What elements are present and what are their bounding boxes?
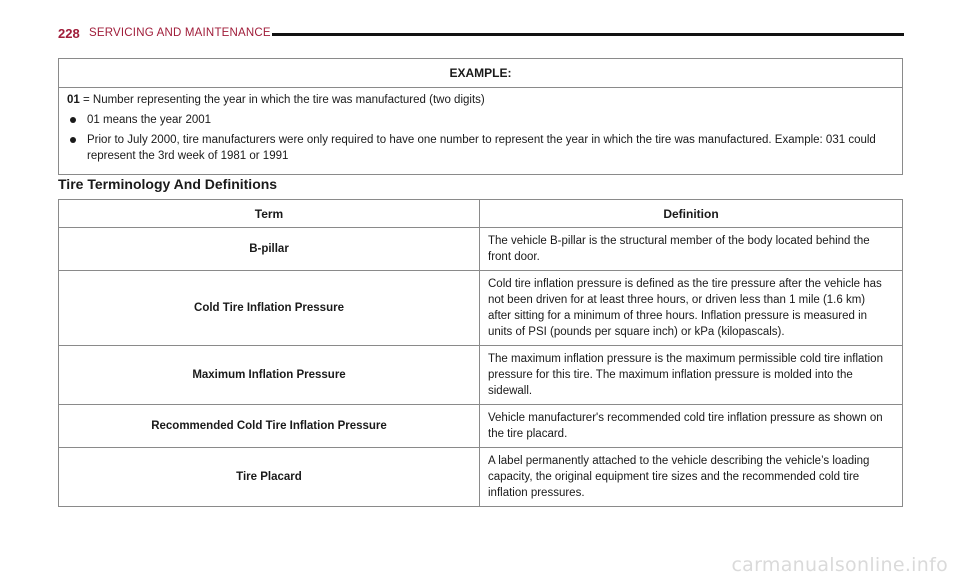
- table-row: [59, 346, 903, 405]
- term-cell: Tire Placard: [59, 448, 480, 507]
- table-row: [59, 271, 903, 346]
- term-cell: Maximum Inflation Pressure: [59, 346, 480, 405]
- subheading: Tire Terminology And Definitions: [58, 176, 278, 192]
- example-box: [58, 58, 903, 175]
- section-title: SERVICING AND MAINTENANCE: [89, 27, 271, 39]
- example-description: [67, 92, 888, 108]
- term-cell: Recommended Cold Tire Inflation Pressure: [59, 405, 480, 448]
- column-header-definition: Definition: [480, 200, 903, 228]
- table-row: [59, 448, 903, 507]
- watermark: carmanualsonline.info: [731, 554, 948, 576]
- example-code: 01: [67, 94, 80, 106]
- column-header-term: Term: [59, 200, 480, 228]
- definition-cell: The maximum inflation pressure is the maximum permissible cold tire inflation pressure for this tire. The maximum inflation pressure is molded into the sidewall.: [480, 346, 903, 405]
- example-bullet-2: Prior to July 2000, tire manufacturers were only required to have one number to represent the year in which the tire was manufactured. Example: 031 could represent the 3rd week of 1981 or 1991: [67, 132, 888, 164]
- definition-cell: Vehicle manufacturer's recommended cold tire inflation pressure as shown on the tire placard.: [480, 405, 903, 448]
- example-heading: EXAMPLE:: [59, 59, 902, 88]
- example-bullet-1: 01 means the year 2001: [67, 112, 888, 128]
- terminology-table: [58, 199, 903, 507]
- example-description-text: = Number representing the year in which the tire was manufactured (two digits): [79, 94, 485, 106]
- page-number: 228: [58, 26, 80, 41]
- term-cell: B-pillar: [59, 228, 480, 271]
- definition-cell: Cold tire inflation pressure is defined as the tire pressure after the vehicle has not been driven for at least three hours, or driven less than 1 mile (1.6 km) after sitting for a minimum of three hours. Inflation pressure is measured in units of PSI (pounds per square inch) or kPa (kilopascals).: [480, 271, 903, 346]
- header-rule: [272, 33, 904, 36]
- term-cell: Cold Tire Inflation Pressure: [59, 271, 480, 346]
- table-row: [59, 228, 903, 271]
- table-row: [59, 405, 903, 448]
- table-header-row: [59, 200, 903, 228]
- example-body: [59, 88, 902, 174]
- page-header: [58, 26, 904, 42]
- definition-cell: A label permanently attached to the vehicle describing the vehicle’s loading capacity, the original equipment tire sizes and the recommended cold tire inflation pressures.: [480, 448, 903, 507]
- definition-cell: The vehicle B-pillar is the structural member of the body located behind the front door.: [480, 228, 903, 271]
